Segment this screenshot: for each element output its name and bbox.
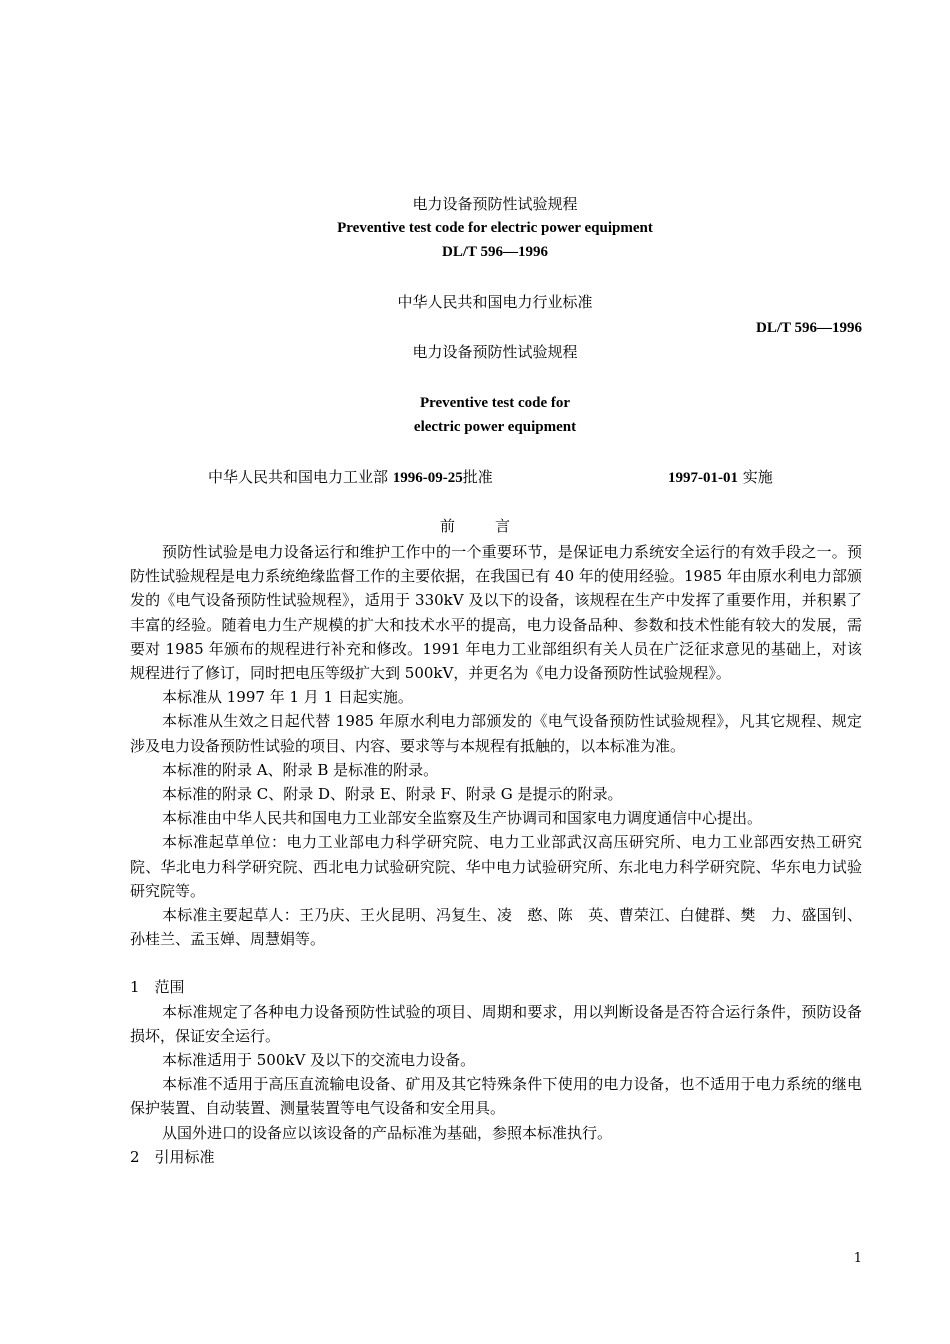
section-spacer [130, 951, 862, 975]
effective-suffix: 实施 [742, 468, 773, 486]
foreword-paragraph: 本标准的附录 A、附录 B 是标准的附录。 [162, 760, 439, 779]
section-2-heading: 2 引用标准 [130, 1147, 215, 1166]
foreword-paragraph: 预防性试验是电力设备运行和维护工作中的一个重要环节，是保证电力系统安全运行的有效手段之一。预防性试验规程是电力系统绝缘监督工作的主要依据，在我国已有 40 年的使用经验。1985 年由原水利电力部颁发的《电气设备预防性试验规程》，适用于 330kV 及以下的设备，该规程在生产中发挥了重要作用，并积累了丰富的经验。随着电力生产规模的扩大和技术水平的提高，电力设备品种、参数和技术性能有较大的发展，需要对 1985 年颁布的规程进行补充和修改。1991 年电力工业部组织有关人员在广泛征求意见的基础上，对该规程进行了修订，同时把电压等级扩大到 500kV，并更名为《电力设备预防性试验规程》。 [130, 543, 862, 683]
header-title-en: Preventive test code for electric power equipment [337, 220, 653, 236]
effective-date: 1997-01-01 [668, 470, 738, 486]
foreword-paragraph: 本标准从生效之日起代替 1985 年原水利电力部颁发的《电气设备预防性试验规程》，凡其它规程、规定涉及电力设备预防性试验的项目、内容、要求等与本规程有抵触的，以本标准为准。 [130, 712, 862, 755]
foreword-paragraph: 本标准由中华人民共和国电力工业部安全监察及生产协调司和国家电力调度通信中心提出。 [162, 809, 763, 828]
foreword-title: 前言 [439, 517, 550, 535]
approved-date: 1996-09-25 [392, 470, 463, 486]
approved-by: 中华人民共和国电力工业部 [208, 468, 389, 486]
body-text [130, 540, 862, 1169]
section-1-heading: 1 范围 [130, 978, 185, 997]
foreword-paragraph: 本标准主要起草人：王乃庆、王火昆明、冯复生、凌 憨、陈 英、曹荣江、白健群、樊 力、盛国钊、孙桂兰、孟玉婵、周慧娟等。 [130, 906, 862, 949]
section-1-paragraph: 本标准规定了各种电力设备预防性试验的项目、周期和要求，用以判断设备是否符合运行条件，预防设备损坏，保证安全运行。 [130, 1002, 862, 1045]
foreword-paragraph: 本标准的附录 C、附录 D、附录 E、附录 F、附录 G 是提示的附录。 [162, 785, 623, 804]
cover-title-cn: 电力设备预防性试验规程 [412, 343, 578, 361]
standard-code-right: DL/T 596—1996 [756, 320, 862, 336]
approved-suffix: 批准 [462, 468, 493, 486]
page-number: 1 [853, 1251, 862, 1266]
cover-title-en-line1: Preventive test code for [419, 395, 571, 411]
header-title-cn: 电力设备预防性试验规程 [412, 195, 578, 213]
cover-title-en-line2: electric power equipment [413, 419, 577, 435]
approval-info [208, 466, 493, 489]
section-1-paragraph: 本标准适用于 500kV 及以下的交流电力设备。 [162, 1051, 476, 1070]
industry-standard-label: 中华人民共和国电力行业标准 [397, 293, 593, 311]
foreword-paragraph: 本标准从 1997 年 1 月 1 日起实施。 [162, 688, 413, 707]
header-standard-code: DL/T 596—1996 [442, 244, 548, 260]
foreword-paragraph: 本标准起草单位：电力工业部电力科学研究院、电力工业部武汉高压研究所、电力工业部西安热工研究院、华北电力科学研究院、西北电力试验研究院、华中电力试验研究所、东北电力科学研究院、华东电力试验研究院等。 [130, 833, 862, 900]
section-1-paragraph: 本标准不适用于高压直流输电设备、矿用及其它特殊条件下使用的电力设备，也不适用于电力系统的继电保护装置、自动装置、测量装置等电气设备和安全用具。 [130, 1075, 862, 1118]
effective-info [668, 466, 773, 489]
section-1-paragraph: 从国外进口的设备应以该设备的产品标准为基础，参照本标准执行。 [162, 1123, 613, 1142]
